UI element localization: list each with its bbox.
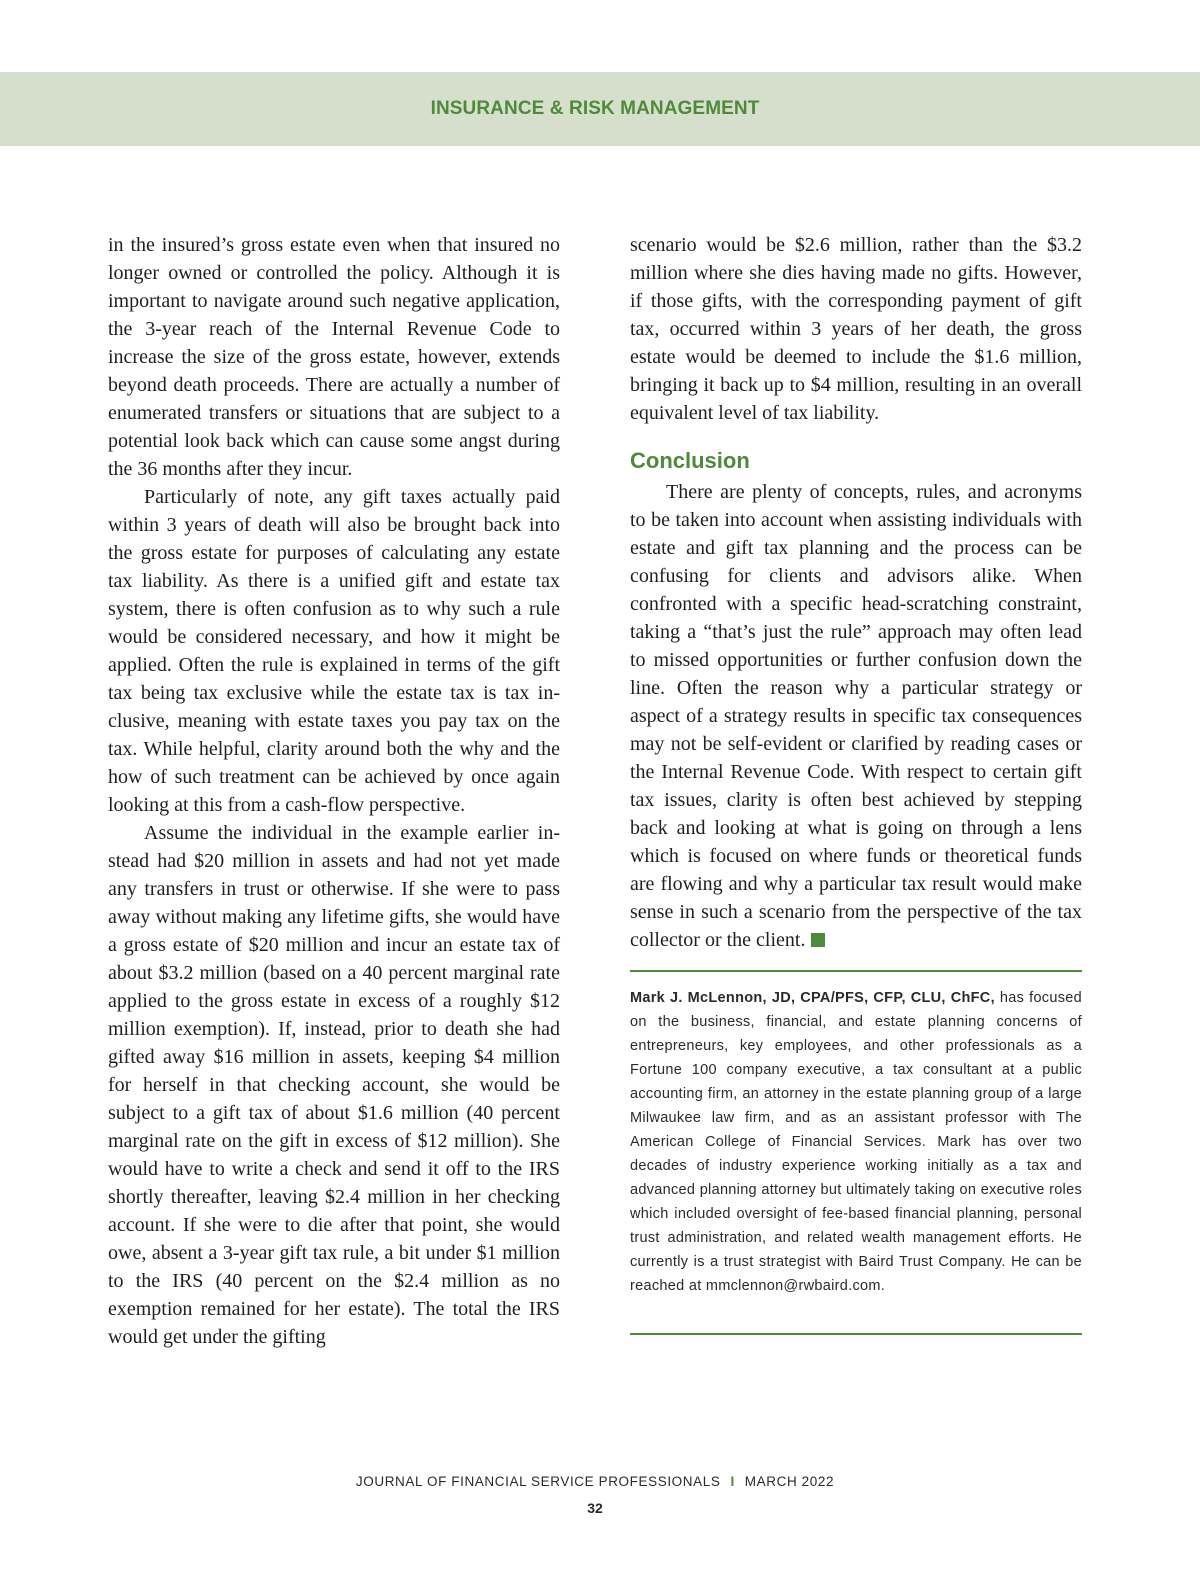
author-name: Mark J. McLennon, JD, CPA/PFS, CFP, CLU, ChFC, <box>630 990 995 1006</box>
conclusion-heading: Conclusion <box>630 448 750 473</box>
body-paragraph: Particularly of note, any gift taxes actually paid within 3 years of death will also be brought back into the gross estate for purposes of calculating any estate tax liability. As there is a unified gift and estate tax system, there is often confusion as to why such a rule would be considered necessary, and how it might be applied. Often the rule is explained in terms of the gift tax being tax exclusive while the estate tax is tax inclusive, meaning with estate taxes you pay tax on the tax. While helpful, clarity around both the why and the how of such treatment can be achieved by once again looking at this from a cash-flow perspective. <box>108 486 560 816</box>
section-title: INSURANCE & RISK MANAGEMENT <box>430 98 760 119</box>
bio-top-rule <box>630 970 1082 972</box>
conclusion-paragraph <box>630 478 1082 954</box>
right-column <box>630 231 1082 954</box>
journal-name: JOURNAL OF FINANCIAL SERVICE PROFESSIONALS <box>355 1474 721 1489</box>
page-footer <box>0 1474 1190 1489</box>
page-number: 32 <box>587 1500 603 1516</box>
conclusion-text: There are plenty of concepts, rules, and acronyms to be taken into account when assisting individuals with estate and gift tax planning and the process can be confusing for clients and advisors alike. When confronted with a specific head-scratching constraint, taking a “that’s just the rule” approach may often lead to missed opportunities or further confusion down the line. Often the reason why a particular strategy or aspect of a strategy results in specific tax consequences may not be self-evident or clarified by reading cases or the Internal Revenue Code. With respect to certain gift tax issues, clarity is often best achieved by stepping back and looking at what is going on through a lens which is focused on where funds or theoretical funds are flowing and why a particular tax result would make sense in such a scenario from the perspective of the tax collector or the client. <box>630 481 1082 951</box>
body-paragraph: scenario would be $2.6 million, rather than the $3.2 million where she dies having made no gifts. However, if those gifts, with the corresponding payment of gift tax, occurred within 3 years of her death, the gross estate would be deemed to include the $1.6 million, bringing it back up to $4 million, resulting in an overall equivalent level of tax liability. <box>630 234 1082 424</box>
body-paragraph: in the insured’s gross estate even when that insured no longer owned or controlled the policy. Although it is important to navigate around such negative application, the 3-year reach of the Internal Revenue Code to increase the size of the gross estate, however, extends beyond death proceeds. There are actually a number of enumerated transfers or situations that are subject to a potential look back which can cause some angst during the 36 months after they incur. <box>108 234 560 480</box>
issue-date: MARCH 2022 <box>744 1474 835 1489</box>
end-of-article-square-icon <box>811 933 825 947</box>
footer-separator: I <box>730 1474 735 1489</box>
bio-bottom-rule <box>630 1333 1082 1335</box>
left-column <box>108 231 560 1351</box>
author-bio-text: has focused on the business, financial, and estate planning concerns of entrepreneurs, key employees, and other professionals as a Fortune 100 company executive, a tax consultant at a public accounting firm, an attorney in the estate planning group of a large Milwaukee law firm, and as an assistant professor with The American College of Financial Services. Mark has over two decades of industry experience working initially as a tax and advanced planning attorney but ultimately taking on executive roles which included oversight of fee-based financial planning, personal trust administration, and related wealth management efforts. He currently is a trust strategist with Baird Trust Company. He can be reached at mmclennon@rwbaird.com. <box>630 990 1082 1294</box>
body-paragraph: Assume the individual in the example earlier instead had $20 million in assets and had not yet made any transfers in trust or otherwise. If she were to pass away without making any lifetime gifts, she would have a gross estate of $20 million and incur an estate tax of about $3.2 million (based on a 40 percent marginal rate applied to the gross estate in excess of a roughly $12 million exemption). If, instead, prior to death she had gifted away $16 million in assets, keeping $4 million for herself in that checking account, she would be subject to a gift tax of about $1.6 million (40 percent marginal rate on the gift in excess of $12 million). She would have to write a check and send it off to the IRS shortly thereafter, leaving $2.4 million in her checking account. If she were to die after that point, she would owe, absent a 3-year gift tax rule, a bit under $1 million to the IRS (40 percent on the $2.4 million as no exemption remained for her estate). The total the IRS would get under the gifting <box>108 822 560 1348</box>
author-bio <box>630 986 1082 1298</box>
